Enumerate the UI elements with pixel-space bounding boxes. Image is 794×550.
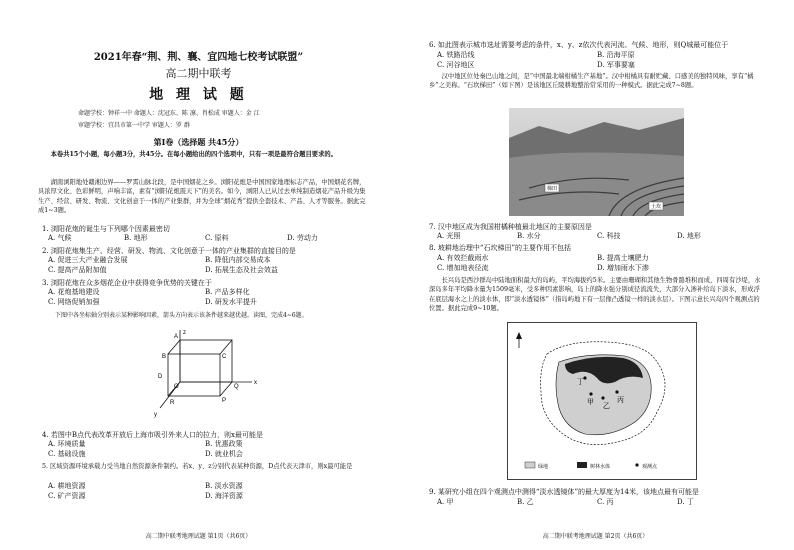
q9-option-a[interactable]: A. 甲 (437, 498, 454, 506)
label-A: A (174, 334, 179, 340)
credits-line-2: 审题学校：宜昌市第一中学 审题人：罗 群 (78, 122, 190, 129)
page-right (397, 0, 794, 550)
footer-right: 高二期中联考地理试题 第2页（共6页） (542, 533, 649, 540)
credits-line-1: 命题学校：钟祥一中 命题人：沈冠东、陈 凛、肖松成 审题人：金 江 (78, 110, 260, 117)
label-R: R (170, 400, 175, 406)
label-D: D (158, 374, 163, 380)
question-2: 2. 浏阳花炮集生产、经营、研发、物流、文化创意于一体的产业集群的直接目的是 (42, 247, 296, 255)
coordinate-cube-diagram (150, 326, 270, 426)
label-C: C (222, 354, 227, 360)
q5-option-c[interactable]: C. 矿产资源 (48, 492, 86, 500)
legend-observation: 观测点 (642, 464, 658, 470)
question-4: 4. 若图中B点代表改革开放后上海市吸引外来人口的拉力，则x最可能是 (42, 431, 263, 439)
q3-option-c[interactable]: C. 网络促销加强 (48, 298, 100, 306)
q3-option-b[interactable]: B. 产品多样化 (205, 288, 250, 296)
photo-label-terrace: 梯田 (547, 186, 558, 192)
label-B: B (162, 354, 167, 360)
q3-option-a[interactable]: A. 花炮基地建设 (48, 288, 100, 296)
q9-option-d[interactable]: D. 丁 (677, 498, 694, 506)
q8-option-c[interactable]: C. 增加地表径流 (437, 264, 489, 272)
subject-title: 地 理 试 题 (149, 87, 248, 103)
point-jia: 甲 (587, 399, 594, 406)
q2-option-c[interactable]: C. 提高产品附加值 (48, 266, 107, 274)
q6-option-c[interactable]: C. 河谷地区 (437, 61, 475, 69)
section-title: 第Ⅰ卷（选择题 共45分） (153, 137, 244, 147)
legend-forest: 树林水体 (590, 464, 611, 470)
q1-option-b[interactable]: B. 地形 (124, 234, 148, 242)
question-7: 7. 汉中地区成为我国柑橘种植最北地区的主要原因是 (429, 223, 592, 231)
q7-option-d[interactable]: D. 地形 (677, 232, 701, 240)
label-P: P (222, 398, 227, 404)
q1-option-a[interactable]: A. 气候 (48, 234, 72, 242)
q5-option-b[interactable]: B. 淡水资源 (205, 482, 243, 490)
q1-option-c[interactable]: C. 原料 (205, 234, 229, 242)
point-yi: 乙 (603, 403, 610, 410)
photo-label-bank: 土坎 (651, 204, 662, 210)
terrace-photo (509, 108, 684, 216)
q2-option-a[interactable]: A. 促进三大产业融合发展 (48, 256, 128, 264)
passage-2: 下图中各坐标轴分别表示某种影响因素，箭头方向表示该条件越来越优越。读图，完成4~6题。 (55, 312, 308, 319)
q8-option-d[interactable]: D. 増加雨水下渗 (597, 264, 649, 272)
island-map (507, 322, 697, 480)
label-O: O (174, 384, 179, 390)
q4-option-b[interactable]: B. 优惠政策 (205, 440, 243, 448)
q4-option-a[interactable]: A. 环境质量 (48, 440, 86, 448)
question-6: 6. 如此图表示城市选址需要考虑的条件，x、y、z依次代表河流、气候、地形，则Q城最可能位于 (429, 41, 729, 49)
instructions: 本卷共15个小题，每小题3分，共45分。在每小题给出的四个选项中，只有一项是最符合题目要求的。 (50, 151, 337, 158)
passage-3: 汉中地区位处秦巴山地之间，是“中国最北端柑橘生产基地”。汉中柑橘具有耐贮藏、口感美的独特风味，享有“橘乡”之美称。“石坎梯田”（如下图）是该地区丘陵耕地整治常采用的一种模式。据此完成7~8题。 (429, 73, 754, 90)
q1-option-d[interactable]: D. 劳动力 (287, 234, 318, 242)
q8-option-b[interactable]: B. 提高土壤肥力 (597, 254, 649, 262)
q6-option-d[interactable]: D. 军事要塞 (597, 61, 635, 69)
q6-option-a[interactable]: A. 铁路沿线 (437, 51, 475, 59)
q3-option-d[interactable]: D. 研发水平提升 (205, 298, 257, 306)
q2-option-d[interactable]: D. 拓展生态及社会效益 (205, 266, 278, 274)
q4-option-c[interactable]: C. 基础设施 (48, 450, 86, 458)
q6-option-b[interactable]: B. 沿海平原 (597, 51, 635, 59)
label-Q: Q (234, 384, 239, 390)
exam-header-title: 2021年春“荆、荆、襄、宜四地七校考试联盟” (93, 52, 304, 63)
exam-subtitle: 高二期中联考 (165, 67, 232, 80)
q2-option-b[interactable]: B. 降低内部交易成本 (205, 256, 271, 264)
passage-4: 长兴岛是西沙群岛中陆地面积最大的岛屿，平均海拔约5米。主要由珊瑚和其他生物骨骼堆积而成，四周有沙堤，水深岛多年平均降水量为1509毫米，受多种因素影响，岛上的降水强分别成径流流失，大部分入渗补给岛下淡水，形成浮在底层海水之上的淡水体，即“淡水透镜体”（指岛屿地下有一层像凸透镜一样的淡水层）。下图示意长兴岛四个观测点的位置。据此完成9~10题。 (429, 277, 761, 313)
q9-option-c[interactable]: C. 丙 (597, 498, 614, 506)
q5-option-d[interactable]: D. 海洋资源 (205, 492, 243, 500)
q7-option-a[interactable]: A. 光照 (437, 232, 461, 240)
q7-option-b[interactable]: B. 水分 (517, 232, 541, 240)
question-1: 1. 浏阳花炮的诞生与下列哪个因素最密切 (42, 225, 170, 233)
axis-z-label: z (183, 330, 186, 336)
legend-greenland: 绿地 (538, 464, 549, 470)
question-9: 9. 某研究小组在四个观测点中测得“淡水透镜体”的最大厚度为14米，该地点最有可能是 (429, 488, 699, 496)
axis-x-label: x (254, 380, 257, 386)
q4-option-d[interactable]: D. 就业机会 (205, 450, 243, 458)
point-ding: 丁 (577, 379, 584, 386)
question-3: 3. 浏阳花炮在众多烟花企业中获得竞争优势的关键在于 (42, 279, 212, 287)
q8-option-a[interactable]: A. 有效拦截雨水 (437, 254, 489, 262)
footer-left: 高二期中联考地理试题 第1页（共6页） (145, 533, 252, 540)
passage-1: 湖南浏阳地处赣湘边界——罗霄山脉北段，是中国烟花之乡。浏阳花炮是中国国家地理标志产品，中国烟花名牌，具浓厚文化、色彩鲜明，声响丰富，素有“浏阳花炮震天下”的美名。如今，浏阳人已从过去单纯制造烟花产品升级为集生产、经营、研发、物流、文化创意于一体的产业集群，并为全球“烟花秀”提供全套技术、产品、人才等服务。据此完成1~3题。 (38, 179, 366, 215)
question-8: 8. 坡耕地治理中“石坎梯田”的主要作用不包括 (429, 244, 572, 252)
q9-option-b[interactable]: B. 乙 (517, 498, 534, 506)
q5-option-a[interactable]: A. 耕地资源 (48, 482, 86, 490)
axis-y-label: y (154, 412, 157, 418)
q7-option-c[interactable]: C. 科技 (597, 232, 621, 240)
question-5: 5. 区域资源环境承载力受当地自然资源条件制约。若x、y、z分别代表某种资源，D点代表天津市，则x最可能是 (42, 463, 353, 470)
point-bing: 丙 (617, 397, 624, 404)
